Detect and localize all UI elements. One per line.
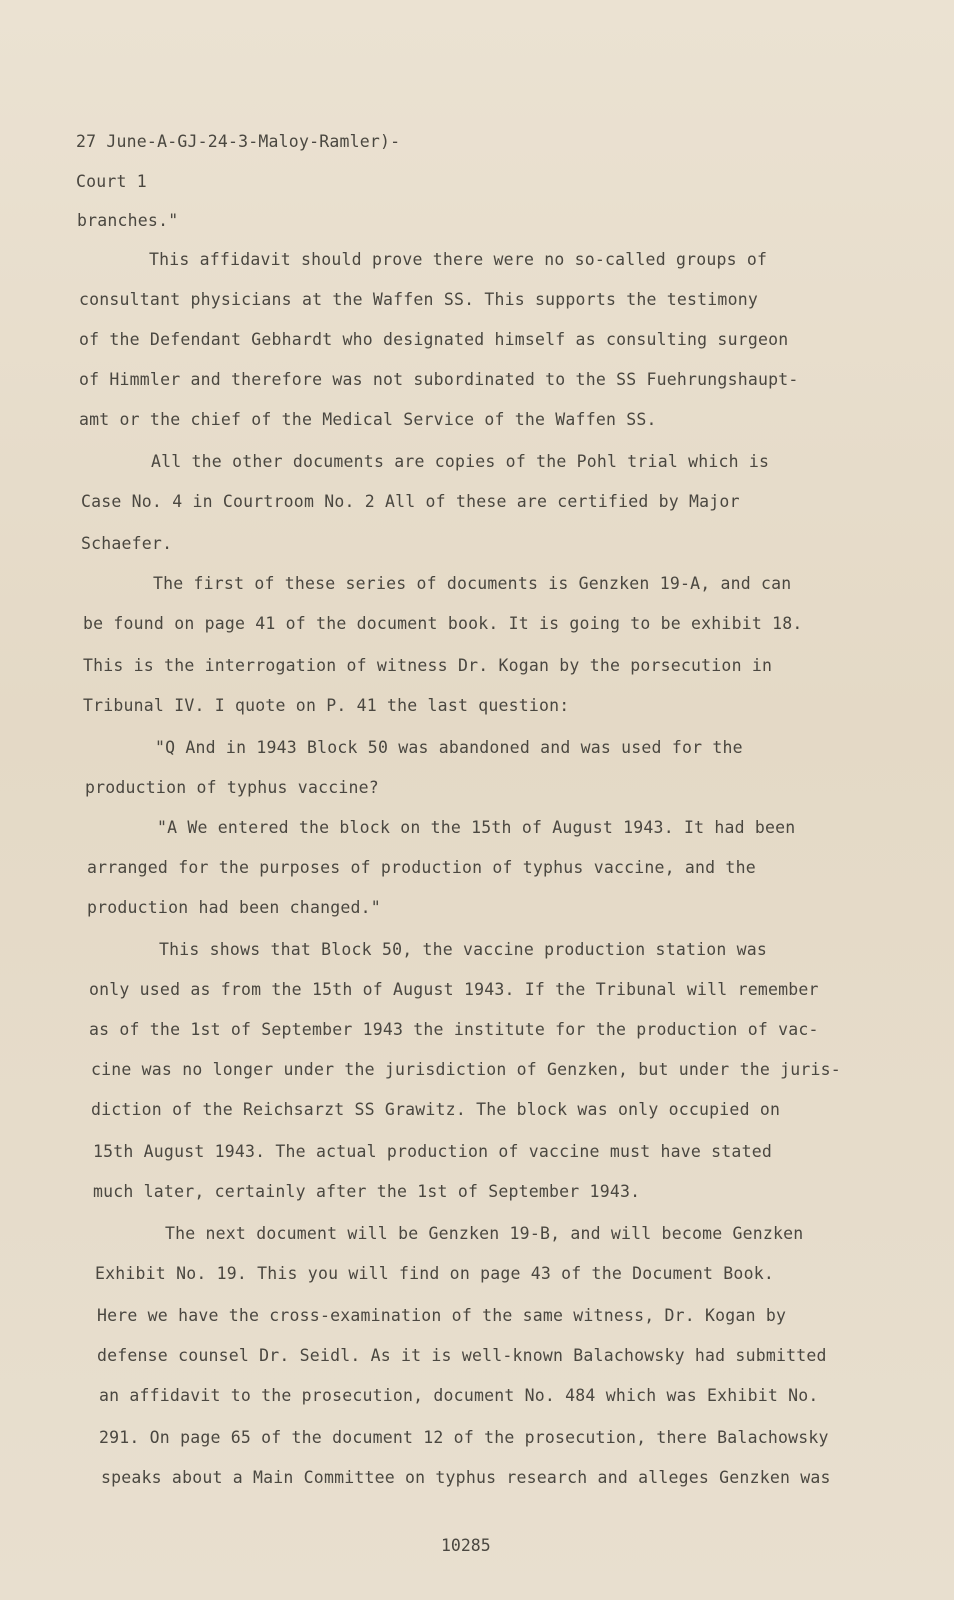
body-line: This shows that Block 50, the vaccine production station was: [159, 940, 768, 959]
body-line: "A We entered the block on the 15th of August 1943. It had been: [157, 818, 796, 837]
docket-line: 27 June-A-GJ-24-3-Maloy-Ramler)-: [76, 132, 401, 151]
body-line: The first of these series of documents is Genzken 19-A, and can: [153, 574, 792, 593]
body-line: speaks about a Main Committee on typhus research and alleges Genzken was: [101, 1468, 831, 1487]
body-line: as of the 1st of September 1943 the institute for the production of vac-: [89, 1020, 819, 1039]
body-line: be found on page 41 of the document book. It is going to be exhibit 18.: [83, 614, 803, 633]
court-line: Court 1: [76, 172, 147, 191]
body-line: defense counsel Dr. Seidl. As it is well-known Balachowsky had submitted: [97, 1346, 827, 1365]
body-line: The next document will be Genzken 19-B, and will become Genzken: [165, 1224, 804, 1243]
body-line: of the Defendant Gebhardt who designated himself as consulting surgeon: [79, 330, 789, 349]
body-line: an affidavit to the prosecution, document No. 484 which was Exhibit No.: [99, 1386, 819, 1405]
body-line: of Himmler and therefore was not subordinated to the SS Fuehrungshaupt-: [79, 370, 799, 389]
body-line: This affidavit should prove there were no so-called groups of: [149, 250, 768, 269]
body-line: production of typhus vaccine?: [85, 778, 379, 797]
body-line: 291. On page 65 of the document 12 of the prosecution, there Balachowsky: [99, 1428, 829, 1447]
body-line: only used as from the 15th of August 1943. If the Tribunal will remember: [89, 980, 819, 999]
body-line: branches.": [77, 211, 179, 230]
page-number: 10285: [441, 1536, 491, 1555]
body-line: Schaefer.: [81, 534, 173, 553]
body-line: production had been changed.": [87, 898, 381, 917]
body-line: consultant physicians at the Waffen SS. This supports the testimony: [79, 290, 758, 309]
body-line: Tribunal IV. I quote on P. 41 the last question:: [83, 696, 570, 715]
body-line: "Q And in 1943 Block 50 was abandoned and was used for the: [155, 738, 743, 757]
body-line: much later, certainly after the 1st of September 1943.: [93, 1182, 641, 1201]
body-line: cine was no longer under the jurisdiction of Genzken, but under the juris-: [91, 1060, 841, 1079]
body-line: Exhibit No. 19. This you will find on page 43 of the Document Book.: [95, 1264, 774, 1283]
body-line: 15th August 1943. The actual production of vaccine must have stated: [93, 1142, 772, 1161]
body-line: Case No. 4 in Courtroom No. 2 All of these are certified by Major: [81, 492, 740, 511]
body-line: amt or the chief of the Medical Service of the Waffen SS.: [79, 410, 657, 429]
body-line: This is the interrogation of witness Dr. Kogan by the porsecution in: [83, 656, 773, 675]
body-line: All the other documents are copies of the Pohl trial which is: [151, 452, 770, 471]
body-line: diction of the Reichsarzt SS Grawitz. The block was only occupied on: [91, 1100, 781, 1119]
body-line: Here we have the cross-examination of the same witness, Dr. Kogan by: [97, 1306, 787, 1325]
body-line: arranged for the purposes of production of typhus vaccine, and the: [87, 858, 756, 877]
